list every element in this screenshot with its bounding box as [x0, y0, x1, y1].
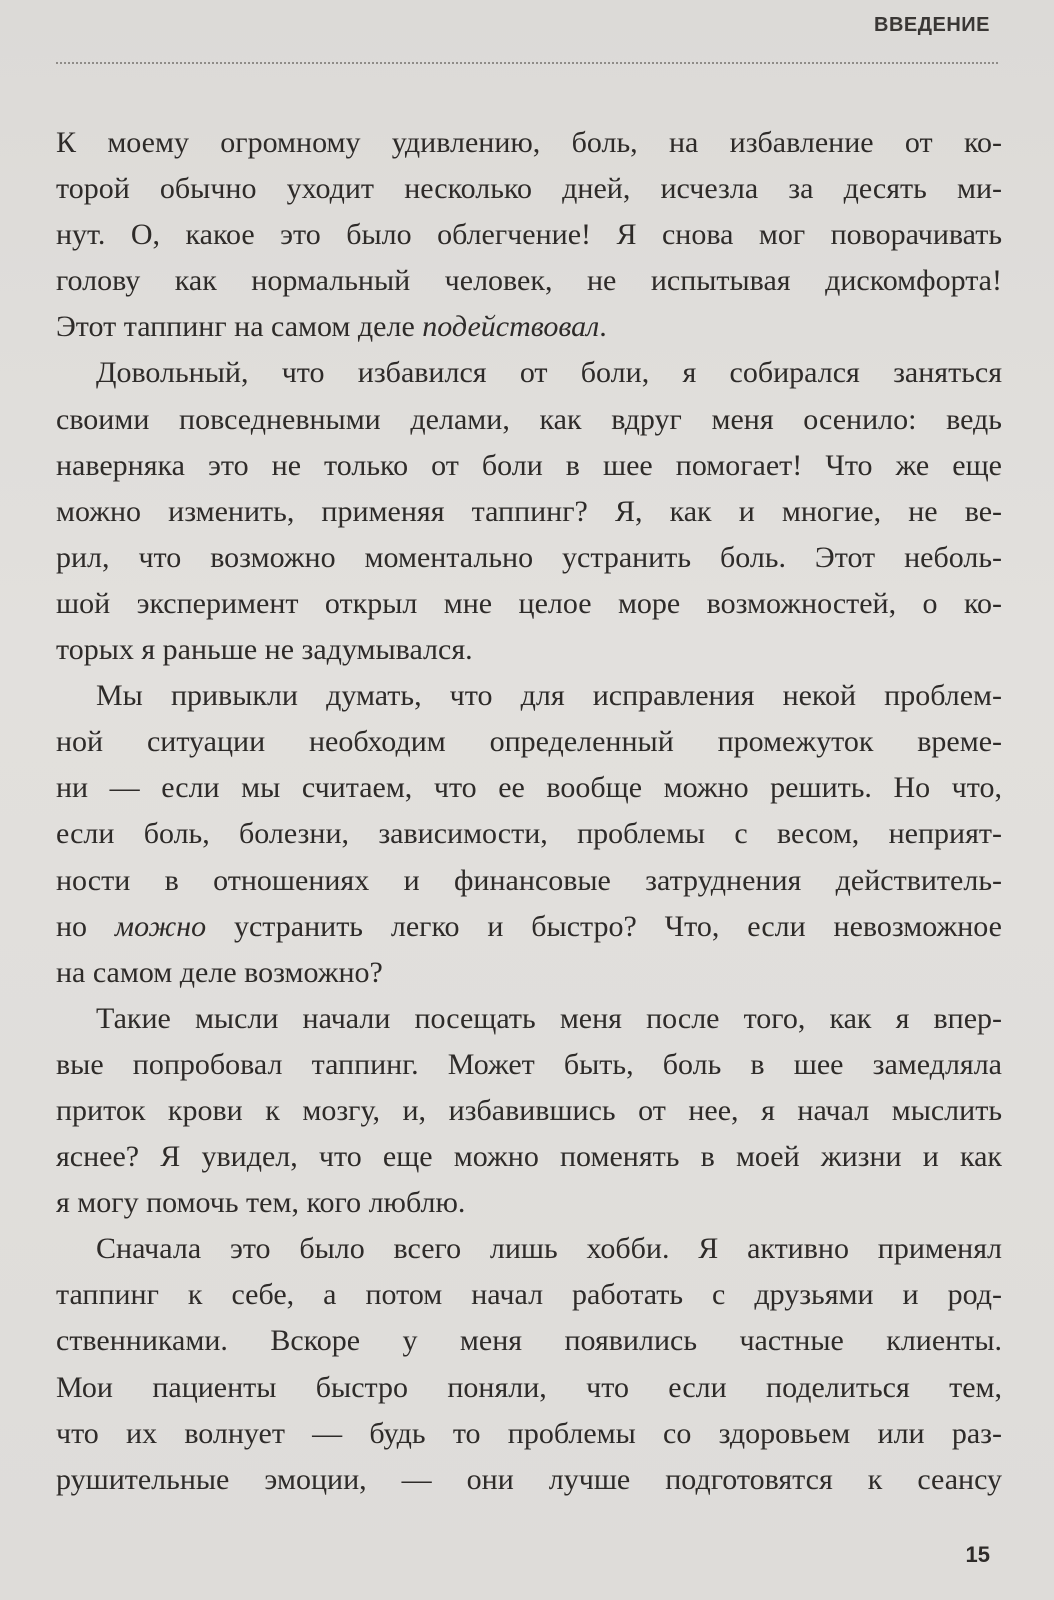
text-line: ни — если мы считаем, что ее вообще можно решить. Но что,: [56, 771, 1002, 805]
text-line: приток крови к мозгу, и, избавившись от нее, я начал мыслить: [56, 1093, 1002, 1127]
text-line: Мои пациенты быстро поняли, что если поделиться тем,: [56, 1370, 1002, 1404]
body-text: [56, 120, 1002, 1503]
italic-word: можно: [114, 909, 207, 943]
page-number: 15: [965, 1542, 990, 1567]
text-run: .: [599, 310, 607, 344]
text-line: ственниками. Вскоре у меня появились частные клиенты.: [56, 1324, 1002, 1358]
text-run: Этот таппинг на самом деле: [56, 310, 423, 344]
italic-word: подействовал: [422, 310, 600, 344]
text-line: наверняка это не только от боли в шее помогает! Что же еще: [56, 448, 1002, 482]
text-line: на самом деле возможно?: [56, 955, 383, 989]
text-line: Довольный, что избавился от боли, я собирался заняться: [96, 356, 1002, 390]
header-dotted-rule: [56, 62, 998, 64]
text-line: своими повседневными делами, как вдруг меня осенило: ведь: [56, 402, 1002, 436]
text-line: [56, 904, 1002, 950]
text-line: нут. О, какое это было облегчение! Я снова мог поворачивать: [56, 218, 1002, 252]
text-line: я могу помочь тем, кого люблю.: [56, 1186, 466, 1220]
text-line: ности в отношениях и финансовые затруднения действитель-: [56, 863, 1002, 897]
text-line: можно изменить, применяя таппинг? Я, как и многие, не ве-: [56, 494, 1002, 528]
text-line: Такие мысли начали посещать меня после того, как я впер-: [96, 1001, 1002, 1035]
text-line: рил, что возможно моментально устранить боль. Этот неболь-: [56, 540, 1002, 574]
text-line: если боль, болезни, зависимости, проблемы с весом, неприят-: [56, 817, 1002, 851]
text-run: но: [56, 909, 115, 943]
text-line: ной ситуации необходим определенный промежуток време-: [56, 725, 1002, 759]
text-line: [56, 304, 1002, 350]
text-line: Мы привыкли думать, что для исправления некой проблем-: [96, 679, 1002, 713]
text-line: голову как нормальный человек, не испытывая дискомфорта!: [56, 264, 1002, 298]
text-line: вые попробовал таппинг. Может быть, боль в шее замедляла: [56, 1047, 1002, 1081]
text-line: что их волнует — будь то проблемы со здоровьем или раз-: [56, 1416, 1002, 1450]
text-line: рушительные эмоции, — они лучше подготовятся к сеансу: [56, 1462, 1002, 1496]
text-line: шой эксперимент открыл мне целое море возможностей, о ко-: [56, 586, 1002, 620]
text-line: яснее? Я увидел, что еще можно поменять в моей жизни и как: [56, 1140, 1002, 1174]
running-head: ВВЕДЕНИЕ: [874, 14, 990, 36]
text-line: таппинг к себе, а потом начал работать с друзьями и род-: [56, 1278, 1002, 1312]
text-line: торой обычно уходит несколько дней, исчезла за десять ми-: [56, 172, 1002, 206]
text-line: торых я раньше не задумывался.: [56, 633, 473, 667]
text-line: К моему огромному удивлению, боль, на избавление от ко-: [56, 126, 1002, 159]
text-line: Сначала это было всего лишь хобби. Я активно применял: [96, 1232, 1002, 1266]
text-run: устранить легко и быстро? Что, если невозможное: [206, 909, 1002, 943]
